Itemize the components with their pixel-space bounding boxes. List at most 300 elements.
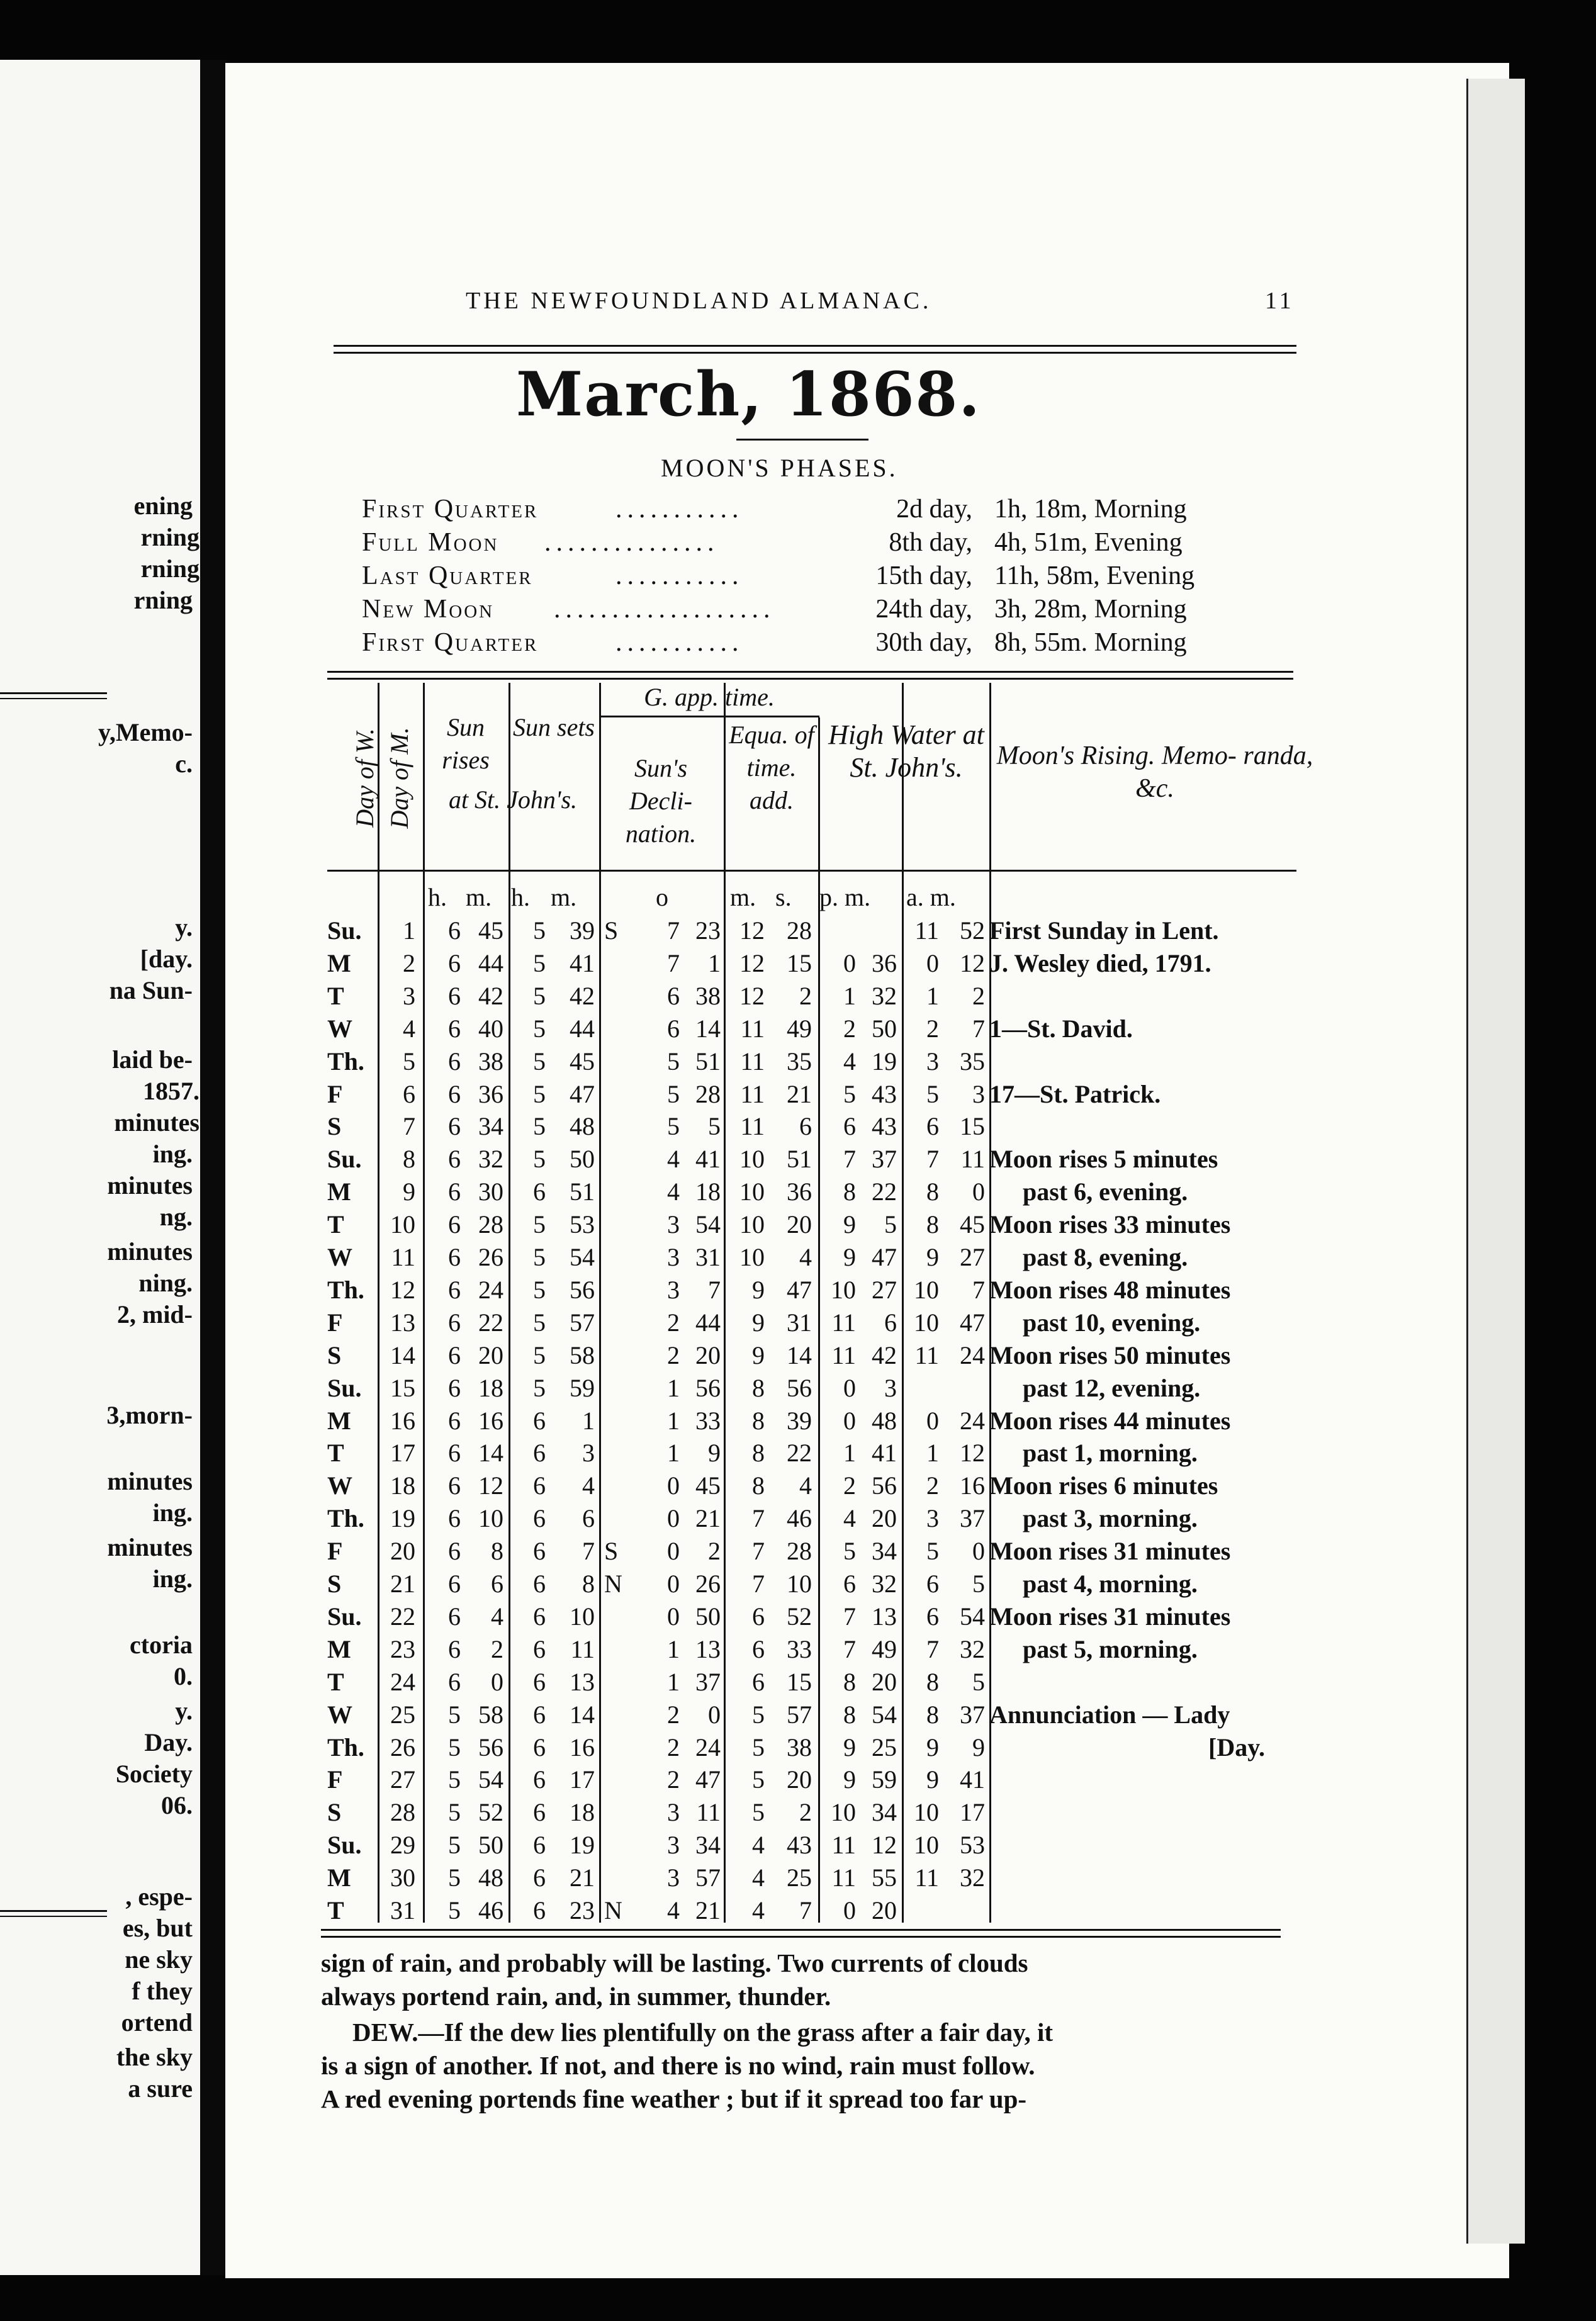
table-cell: 6	[448, 1308, 461, 1337]
table-cell: 4	[752, 1831, 765, 1860]
table-cell: 11	[740, 1112, 765, 1141]
memorandum: Moon rises 50 minutes	[989, 1340, 1231, 1369]
table-cell: 53	[960, 1831, 985, 1860]
table-cell: 51	[695, 1047, 721, 1076]
table-cell: 42	[872, 1340, 897, 1369]
left-page-line: na Sun-	[109, 976, 193, 1004]
table-cell: 49	[787, 1014, 812, 1043]
table-cell: 4	[491, 1602, 503, 1631]
phase-day: 8th day,	[889, 528, 972, 557]
memorandum: past 4, morning.	[1023, 1570, 1198, 1598]
table-cell: 11	[960, 1145, 985, 1174]
table-cell: 11	[914, 1340, 939, 1369]
table-cell: 1	[403, 916, 415, 945]
table-cell: 32	[960, 1863, 985, 1892]
table-cell: N	[604, 1896, 622, 1925]
table-cell: 8	[582, 1570, 595, 1598]
table-cell: 19	[390, 1504, 415, 1533]
table-cell: 5	[533, 1210, 546, 1239]
left-page-line: 2, mid-	[117, 1300, 193, 1329]
memorandum: past 12, evening.	[1023, 1373, 1201, 1402]
table-cell: 11	[831, 1831, 856, 1860]
table-cell: 16	[478, 1406, 503, 1435]
footer-line: always portend rain, and, in summer, thunder.	[321, 1982, 831, 2011]
table-cell: 6	[448, 1570, 461, 1598]
table-cell: 6	[448, 948, 461, 977]
header-moon-memoranda: Moon's Rising. Memo- randa, &c.	[996, 741, 1313, 803]
table-cell: 2	[667, 1308, 680, 1337]
table-cell: 10	[914, 1798, 939, 1827]
table-cell: 2	[667, 1765, 680, 1794]
memorandum: Moon rises 31 minutes	[989, 1537, 1231, 1566]
table-cell: 4	[582, 1471, 595, 1500]
table-cell: 11	[570, 1634, 595, 1663]
left-page-line: ing.	[152, 1498, 193, 1527]
table-cell: 9	[403, 1177, 415, 1206]
table-cell: 44	[570, 1014, 595, 1043]
table-cell: 10	[914, 1275, 939, 1304]
memorandum: J. Wesley died, 1791.	[989, 948, 1211, 977]
table-cell: 7	[799, 1896, 812, 1925]
table-cell: 34	[478, 1112, 503, 1141]
table-cell: 9	[843, 1210, 856, 1239]
table-cell: 9	[708, 1439, 721, 1468]
table-cell: 35	[960, 1047, 985, 1076]
table-cell: 8	[752, 1439, 765, 1468]
memorandum: Moon rises 33 minutes	[989, 1210, 1231, 1239]
table-cell: 32	[872, 981, 897, 1010]
phase-day: 30th day,	[875, 628, 972, 657]
unit-label: m.	[730, 883, 756, 911]
table-cell: 11	[740, 1047, 765, 1076]
table-cell: 13	[872, 1602, 897, 1631]
left-page-line: 3,morn-	[106, 1401, 193, 1429]
phase-time: 3h, 28m, Morning	[994, 595, 1187, 624]
running-title: THE NEWFOUNDLAND ALMANAC.	[466, 288, 932, 314]
unit-label: h.	[428, 883, 447, 911]
table-cell: 5	[843, 1079, 856, 1108]
table-cell: 0	[926, 1406, 939, 1435]
table-cell: 6	[533, 1439, 546, 1468]
phase-dots: ...........	[615, 561, 744, 590]
table-cell: 6	[448, 981, 461, 1010]
table-cell: 51	[787, 1145, 812, 1174]
table-cell: 9	[752, 1308, 765, 1337]
table-cell: 7	[708, 1275, 721, 1304]
table-cell: 57	[787, 1700, 812, 1729]
table-cell: 10	[478, 1504, 503, 1533]
table-cell: 30	[390, 1863, 415, 1892]
table-cell: S	[327, 1340, 342, 1369]
table-cell: 0	[972, 1177, 985, 1206]
table-cell: 56	[570, 1275, 595, 1304]
table-cell: 33	[787, 1634, 812, 1663]
table-cell: Su.	[327, 1831, 362, 1860]
table-cell: 6	[533, 1570, 546, 1598]
memorandum: past 3, morning.	[1023, 1504, 1198, 1533]
table-cell: 56	[478, 1733, 503, 1762]
table-cell: 50	[695, 1602, 721, 1631]
memorandum: past 8, evening.	[1023, 1243, 1188, 1271]
table-cell: Su.	[327, 1145, 362, 1174]
left-page-line: es, but	[122, 1914, 193, 1942]
table-cell: 23	[570, 1896, 595, 1925]
table-cell: 11	[740, 1079, 765, 1108]
table-cell: 5	[533, 1340, 546, 1369]
table-cell: 25	[390, 1700, 415, 1729]
header-rule	[334, 345, 1296, 354]
table-cell: 15	[787, 1667, 812, 1696]
table-cell: 55	[872, 1863, 897, 1892]
table-cell: 27	[872, 1275, 897, 1304]
table-cell: 6	[448, 1275, 461, 1304]
table-cell: 0	[708, 1700, 721, 1729]
table-cell: 7	[667, 948, 680, 977]
page-title: March, 1868.	[516, 359, 981, 430]
table-cell: F	[327, 1079, 343, 1108]
table-cell: Su.	[327, 1602, 362, 1631]
table-cell: 4	[752, 1896, 765, 1925]
phase-time: 4h, 51m, Evening	[994, 528, 1183, 557]
table-cell: 27	[960, 1243, 985, 1271]
table-cell: 1	[667, 1667, 680, 1696]
table-cell: 2	[799, 1798, 812, 1827]
table-cell: W	[327, 1471, 352, 1500]
table-cell: 9	[843, 1243, 856, 1271]
table-cell: 26	[695, 1570, 721, 1598]
table-cell: 38	[787, 1733, 812, 1762]
table-cell: 9	[752, 1340, 765, 1369]
table-cell: 7	[843, 1602, 856, 1631]
left-page-line: minutes	[107, 1467, 193, 1495]
table-cell: 5	[533, 1014, 546, 1043]
table-cell: 11	[914, 916, 939, 945]
left-page-line: the sky	[116, 2043, 193, 2071]
table-cell: 5	[533, 1079, 546, 1108]
phase-day: 15th day,	[875, 561, 972, 590]
phase-dots: ...........	[615, 628, 744, 657]
table-cell: 8	[752, 1406, 765, 1435]
table-cell: 11	[391, 1243, 415, 1271]
left-page-line: minutes	[107, 1171, 193, 1200]
left-page-line: Society	[115, 1760, 193, 1788]
left-page-line: ng.	[159, 1203, 193, 1231]
table-cell: 5	[533, 1275, 546, 1304]
header-g-app-time: G. app. time.	[644, 683, 775, 711]
table-cell: 3	[667, 1243, 680, 1271]
table-cell: 35	[787, 1047, 812, 1076]
title-rule	[736, 439, 868, 441]
table-cell: 5	[533, 1243, 546, 1271]
phase-time: 11h, 58m, Evening	[994, 561, 1195, 590]
table-cell: 5	[752, 1798, 765, 1827]
table-cell: 16	[390, 1406, 415, 1435]
table-bottom-rule	[321, 1929, 1281, 1938]
table-cell: 52	[960, 916, 985, 945]
table-cell: 5	[448, 1863, 461, 1892]
table-cell: 48	[570, 1112, 595, 1141]
table-cell: 8	[403, 1145, 415, 1174]
left-page-line: rning	[140, 554, 200, 583]
table-cell: Th.	[327, 1275, 364, 1304]
table-cell: 3	[403, 981, 415, 1010]
table-cell: 16	[960, 1471, 985, 1500]
table-cell: 38	[695, 981, 721, 1010]
table-cell: 18	[570, 1798, 595, 1827]
table-cell: T	[327, 1439, 344, 1468]
table-cell: 6	[448, 1471, 461, 1500]
table-cell: 8	[752, 1373, 765, 1402]
table-cell: 5	[448, 1700, 461, 1729]
table-cell: 6	[448, 1210, 461, 1239]
header-declination: Sun's Decli- nation.	[625, 754, 697, 848]
table-cell: 12	[739, 981, 765, 1010]
phases-heading: MOON'S PHASES.	[661, 454, 898, 482]
table-cell: 5	[926, 1537, 939, 1566]
table-cell: 52	[478, 1798, 503, 1827]
table-cell: 45	[695, 1471, 721, 1500]
table-cell: 5	[448, 1831, 461, 1860]
phase-day: 2d day,	[896, 495, 972, 524]
table-cell: 20	[872, 1504, 897, 1533]
table-cell: 0	[667, 1602, 680, 1631]
table-cell: 36	[478, 1079, 503, 1108]
table-cell: 3	[926, 1504, 939, 1533]
table-cell: 14	[695, 1014, 721, 1043]
footer-line: sign of rain, and probably will be lasting. Two currents of clouds	[321, 1948, 1028, 1977]
table-cell: 50	[478, 1831, 503, 1860]
table-cell: 34	[695, 1831, 721, 1860]
phase-name: Full Moon	[362, 528, 499, 557]
table-cell: 5	[533, 916, 546, 945]
table-cell: 9	[926, 1243, 939, 1271]
header-equation: Equa. of time. add.	[729, 721, 814, 814]
table-cell: 6	[667, 1014, 680, 1043]
table-cell: 10	[831, 1798, 856, 1827]
table-cell: 3	[582, 1439, 595, 1468]
table-cell: 11	[831, 1863, 856, 1892]
table-cell: 6	[533, 1733, 546, 1762]
left-page-line: f they	[132, 1977, 193, 2005]
table-cell: 24	[478, 1275, 503, 1304]
table-cell: 47	[960, 1308, 985, 1337]
table-cell: 6	[448, 1014, 461, 1043]
table-cell: 11	[740, 1014, 765, 1043]
table-cell: 3	[667, 1831, 680, 1860]
table-cell: 5	[752, 1700, 765, 1729]
table-cell: 3	[667, 1210, 680, 1239]
page-number: 11	[1265, 288, 1295, 314]
table-cell: 6	[448, 1145, 461, 1174]
table-cell: 1	[667, 1373, 680, 1402]
table-cell: 2	[667, 1700, 680, 1729]
table-cell: 6	[491, 1570, 503, 1598]
table-cell: 5	[843, 1537, 856, 1566]
table-cell: 49	[872, 1634, 897, 1663]
table-cell: 12	[960, 1439, 985, 1468]
table-cell: 56	[787, 1373, 812, 1402]
table-cell: 23	[390, 1634, 415, 1663]
table-cell: 5	[533, 981, 546, 1010]
left-page-line: minutes	[107, 1533, 193, 1561]
table-cell: 6	[533, 1798, 546, 1827]
table-cell: 7	[972, 1275, 985, 1304]
phase-name: First Quarter	[362, 628, 539, 657]
table-cell: F	[327, 1308, 343, 1337]
table-cell: 50	[872, 1014, 897, 1043]
table-cell: 46	[478, 1896, 503, 1925]
table-cell: 4	[667, 1145, 680, 1174]
table-cell: 7	[926, 1145, 939, 1174]
table-cell: 43	[872, 1079, 897, 1108]
table-cell: 5	[448, 1765, 461, 1794]
table-cell: 6	[448, 1373, 461, 1402]
table-cell: 8	[926, 1700, 939, 1729]
table-cell: 42	[570, 981, 595, 1010]
unit-label: p. m.	[819, 883, 871, 911]
left-page-line: [day.	[140, 945, 193, 973]
phase-day: 24th day,	[875, 595, 972, 624]
table-cell: 6	[799, 1112, 812, 1141]
table-cell: 6	[448, 1243, 461, 1271]
table-cell: 4	[667, 1177, 680, 1206]
table-cell: Su.	[327, 916, 362, 945]
memorandum: [Day.	[1208, 1733, 1265, 1762]
table-cell: 21	[695, 1896, 721, 1925]
table-cell: 6	[448, 916, 461, 945]
table-cell: T	[327, 1667, 344, 1696]
table-cell: 28	[695, 1079, 721, 1108]
left-page	[0, 60, 200, 2275]
table-cell: M	[327, 1177, 351, 1206]
table-cell: 27	[390, 1765, 415, 1794]
table-cell: 39	[787, 1406, 812, 1435]
table-cell: 23	[695, 916, 721, 945]
table-cell: 6	[533, 1634, 546, 1663]
table-cell: 24	[390, 1667, 415, 1696]
table-cell: 11	[831, 1340, 856, 1369]
phase-name: New Moon	[362, 595, 495, 624]
table-cell: 46	[787, 1504, 812, 1533]
left-page-line: ning.	[138, 1269, 193, 1297]
table-cell: 6	[533, 1831, 546, 1860]
phase-name: First Quarter	[362, 495, 539, 524]
table-cell: 6	[448, 1667, 461, 1696]
left-page-line: ening	[133, 492, 193, 520]
table-cell: 53	[570, 1210, 595, 1239]
left-page-line: a sure	[128, 2074, 193, 2103]
table-cell: 0	[972, 1537, 985, 1566]
table-cell: Th.	[327, 1733, 364, 1762]
table-cell: 28	[787, 916, 812, 945]
memorandum: Moon rises 48 minutes	[989, 1275, 1231, 1304]
table-cell: 24	[960, 1340, 985, 1369]
table-cell: 6	[448, 1439, 461, 1468]
table-cell: 1	[667, 1439, 680, 1468]
left-page-line: y,Memo-	[98, 718, 193, 746]
table-cell: 28	[787, 1537, 812, 1566]
table-cell: 6	[926, 1570, 939, 1598]
page-edge	[1466, 79, 1525, 2244]
table-cell: 54	[872, 1700, 897, 1729]
table-cell: 5	[667, 1079, 680, 1108]
footer-line: A red evening portends fine weather ; but if it spread too far up-	[321, 2084, 1027, 2113]
table-cell: 50	[570, 1145, 595, 1174]
table-cell: 19	[872, 1047, 897, 1076]
table-cell: 21	[570, 1863, 595, 1892]
table-cell: 20	[872, 1896, 897, 1925]
table-cell: 5	[448, 1733, 461, 1762]
left-page-line: rning	[133, 586, 193, 614]
table-cell: 10	[914, 1831, 939, 1860]
table-cell: 52	[787, 1602, 812, 1631]
table-cell: 8	[926, 1667, 939, 1696]
table-cell: 32	[478, 1145, 503, 1174]
memorandum: past 5, morning.	[1023, 1634, 1198, 1663]
left-page-line: ing.	[152, 1140, 193, 1168]
table-cell: 0	[843, 948, 856, 977]
table-cell: 45	[960, 1210, 985, 1239]
table-cell: 10	[787, 1570, 812, 1598]
unit-label: h.	[511, 883, 530, 911]
table-cell: S	[327, 1798, 342, 1827]
table-cell: 6	[884, 1308, 897, 1337]
table-cell: W	[327, 1243, 352, 1271]
table-cell: 0	[667, 1471, 680, 1500]
table-cell: 8	[843, 1177, 856, 1206]
table-cell: 8	[843, 1667, 856, 1696]
table-cell: 0	[667, 1570, 680, 1598]
table-cell: 34	[872, 1537, 897, 1566]
table-cell: 37	[695, 1667, 721, 1696]
table-cell: 3	[667, 1798, 680, 1827]
left-page-line: y.	[175, 913, 193, 941]
table-cell: 6	[533, 1765, 546, 1794]
table-cell: 31	[390, 1896, 415, 1925]
table-cell: Th.	[327, 1504, 364, 1533]
table-cell: 7	[667, 916, 680, 945]
table-cell: 12	[390, 1275, 415, 1304]
table-cell: 22	[478, 1308, 503, 1337]
unit-label: s.	[775, 883, 792, 911]
table-cell: 41	[695, 1145, 721, 1174]
table-cell: 6	[752, 1634, 765, 1663]
header-bottom-rule	[327, 870, 1296, 872]
table-cell: 10	[831, 1275, 856, 1304]
header-high-water: High Water at St. John's.	[828, 719, 984, 783]
table-cell: 4	[843, 1047, 856, 1076]
table-cell: 5	[533, 1112, 546, 1141]
left-page-line: y.	[175, 1697, 193, 1725]
table-cell: 6	[533, 1471, 546, 1500]
table-cell: 40	[478, 1014, 503, 1043]
unit-label: o	[656, 883, 668, 911]
table-cell: 14	[570, 1700, 595, 1729]
table-cell: 0	[843, 1406, 856, 1435]
column-rule	[599, 683, 601, 1923]
table-cell: 8	[926, 1177, 939, 1206]
memorandum: First Sunday in Lent.	[989, 916, 1219, 945]
table-cell: 18	[695, 1177, 721, 1206]
table-cell: 21	[787, 1079, 812, 1108]
table-cell: 21	[390, 1570, 415, 1598]
table-cell: 54	[570, 1243, 595, 1271]
book-gutter	[200, 60, 225, 2275]
memorandum: past 6, evening.	[1023, 1177, 1188, 1206]
table-cell: 38	[478, 1047, 503, 1076]
table-cell: 6	[448, 1047, 461, 1076]
table-cell: 7	[972, 1014, 985, 1043]
